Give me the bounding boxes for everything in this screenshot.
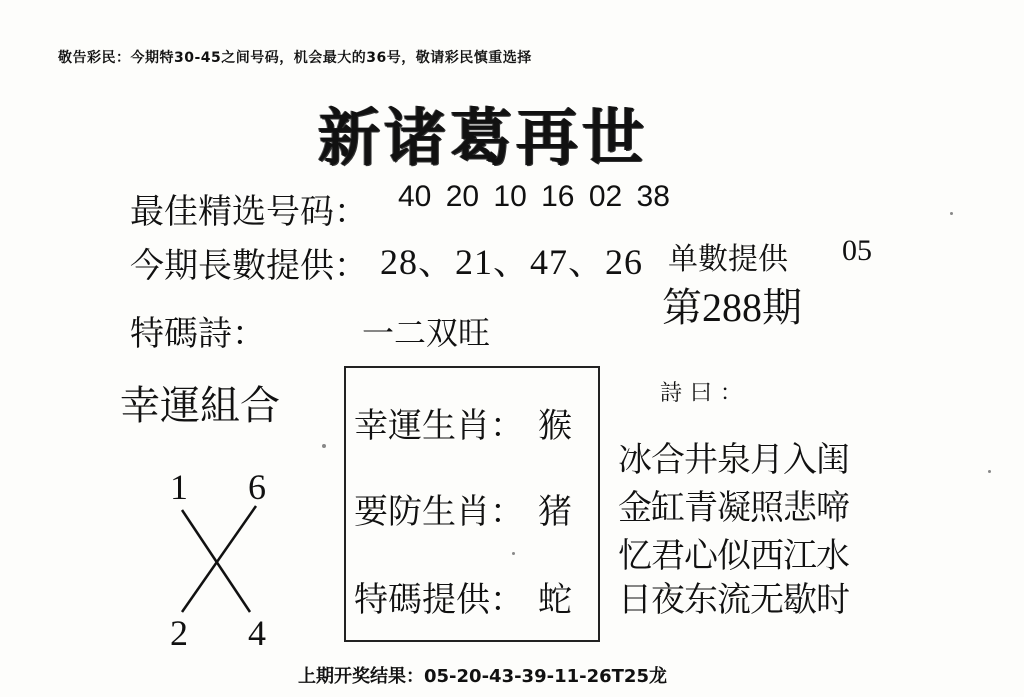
even-numbers-value: 28、21、47、26 (380, 242, 644, 282)
combo-bottom-left: 2 (170, 613, 188, 653)
odd-number-value: 05 (842, 234, 872, 267)
special-code-value: 蛇 (538, 580, 572, 620)
best-numbers-label: 最佳精选号码： (130, 192, 368, 232)
avoid-zodiac-value: 猪 (538, 492, 572, 532)
best-numbers-value: 40 20 10 16 02 38 (398, 180, 670, 213)
page-title: 新诸葛再世 (318, 101, 649, 174)
lucky-zodiac-value: 猴 (538, 406, 572, 446)
print-speck (322, 444, 326, 448)
notice-text: 敬告彩民：今期特30-45之间号码，机会最大的36号，敬请彩民慎重选择 (58, 50, 532, 66)
verse-line: 冰合井泉月入闺 (618, 440, 849, 480)
print-speck (950, 212, 953, 215)
verse-line: 忆君心似西江水 (618, 536, 849, 576)
last-draw-result: 上期开奖结果：05-20-43-39-11-26T25龙 (298, 666, 667, 687)
special-poem-text: 一二双旺 (362, 314, 491, 352)
lucky-zodiac-label: 幸運生肖： (354, 406, 524, 446)
avoid-zodiac-label: 要防生肖： (354, 492, 524, 532)
zodiac-box (344, 366, 600, 642)
combo-cross-lines (170, 500, 280, 620)
combo-top-right: 6 (248, 467, 266, 507)
special-code-label: 特碼提供： (354, 580, 524, 620)
print-speck (512, 552, 515, 555)
odd-number-label: 单數提供 (668, 242, 788, 277)
even-numbers-label: 今期長數提供： (130, 246, 368, 286)
lucky-combo-label: 幸運組合 (120, 383, 280, 429)
verse-line: 日夜东流无歇时 (618, 580, 849, 620)
verse-line: 金缸青凝照悲啼 (618, 488, 849, 528)
combo-bottom-right: 4 (248, 613, 266, 653)
special-poem-label: 特碼詩： (130, 314, 266, 354)
verse-heading: 詩曰： (660, 381, 751, 406)
combo-top-left: 1 (170, 467, 188, 507)
print-speck (988, 470, 991, 473)
issue-number: 第288期 (662, 285, 802, 330)
